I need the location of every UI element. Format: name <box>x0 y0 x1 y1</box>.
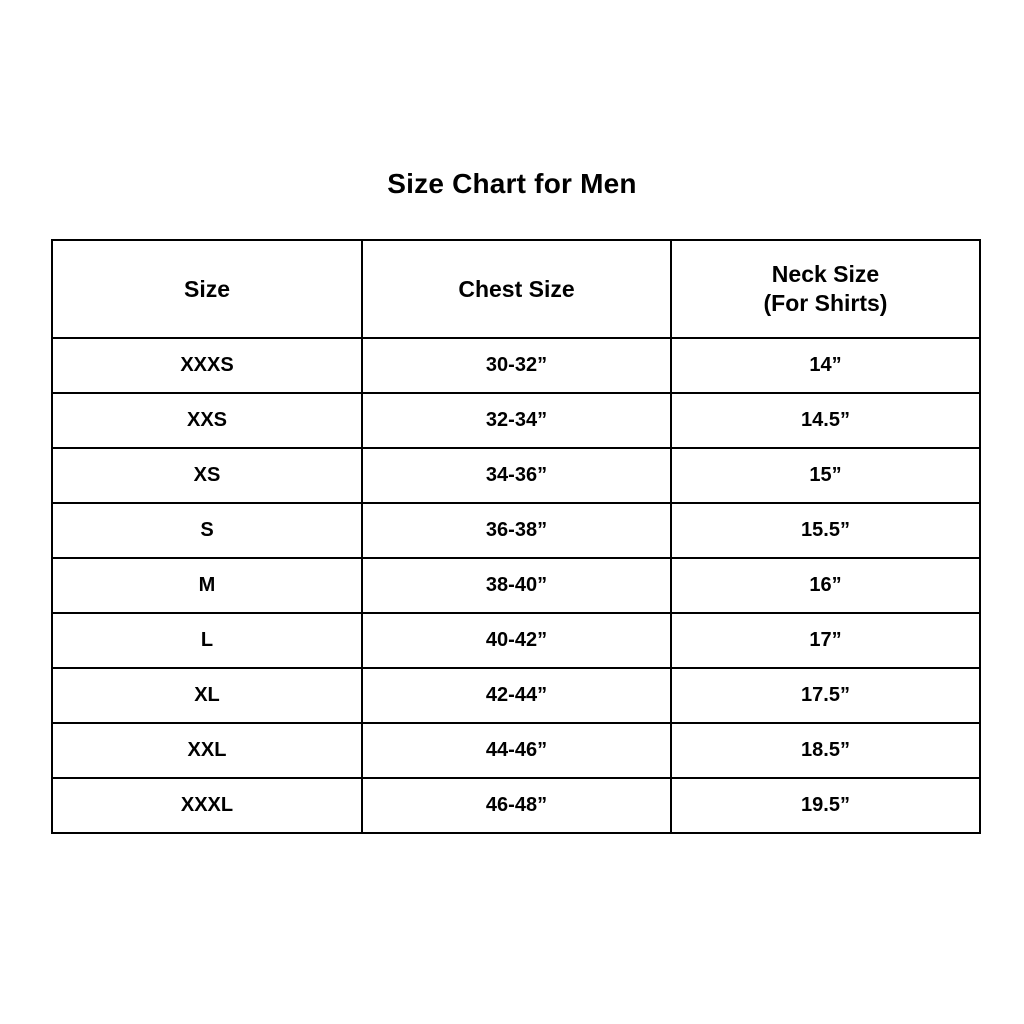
cell-size: L <box>52 613 362 668</box>
cell-size: S <box>52 503 362 558</box>
table-row <box>52 723 980 778</box>
table-row <box>52 448 980 503</box>
cell-neck: 15” <box>671 448 980 503</box>
column-header-neck <box>671 240 980 338</box>
cell-size: XXL <box>52 723 362 778</box>
cell-size: XXXS <box>52 338 362 393</box>
table-row <box>52 393 980 448</box>
cell-chest: 44-46” <box>362 723 671 778</box>
column-header-neck-sublabel: (For Shirts) <box>763 290 888 316</box>
cell-chest: 36-38” <box>362 503 671 558</box>
cell-chest: 30-32” <box>362 338 671 393</box>
column-header-size-label: Size <box>183 275 231 302</box>
cell-size: XXS <box>52 393 362 448</box>
table-body <box>52 338 980 833</box>
cell-chest: 42-44” <box>362 668 671 723</box>
cell-size: XXXL <box>52 778 362 833</box>
table-row <box>52 668 980 723</box>
column-header-neck-label: Neck Size <box>771 261 880 288</box>
cell-size: XL <box>52 668 362 723</box>
page-title: Size Chart for Men <box>387 168 637 199</box>
table-row <box>52 338 980 393</box>
cell-size: M <box>52 558 362 613</box>
table-header-row <box>52 240 980 338</box>
cell-neck: 16” <box>671 558 980 613</box>
cell-neck: 14” <box>671 338 980 393</box>
table-header <box>52 240 980 338</box>
size-chart-table <box>51 239 981 834</box>
cell-chest: 34-36” <box>362 448 671 503</box>
cell-size: XS <box>52 448 362 503</box>
cell-chest: 38-40” <box>362 558 671 613</box>
cell-neck: 17” <box>671 613 980 668</box>
table-row <box>52 613 980 668</box>
cell-chest: 40-42” <box>362 613 671 668</box>
cell-chest: 46-48” <box>362 778 671 833</box>
cell-chest: 32-34” <box>362 393 671 448</box>
table-row <box>52 503 980 558</box>
cell-neck: 19.5” <box>671 778 980 833</box>
cell-neck: 15.5” <box>671 503 980 558</box>
cell-neck: 18.5” <box>671 723 980 778</box>
cell-neck: 17.5” <box>671 668 980 723</box>
table-row <box>52 558 980 613</box>
column-header-size <box>52 240 362 338</box>
column-header-chest-label: Chest Size <box>458 275 575 302</box>
cell-neck: 14.5” <box>671 393 980 448</box>
column-header-chest <box>362 240 671 338</box>
table-row <box>52 778 980 833</box>
